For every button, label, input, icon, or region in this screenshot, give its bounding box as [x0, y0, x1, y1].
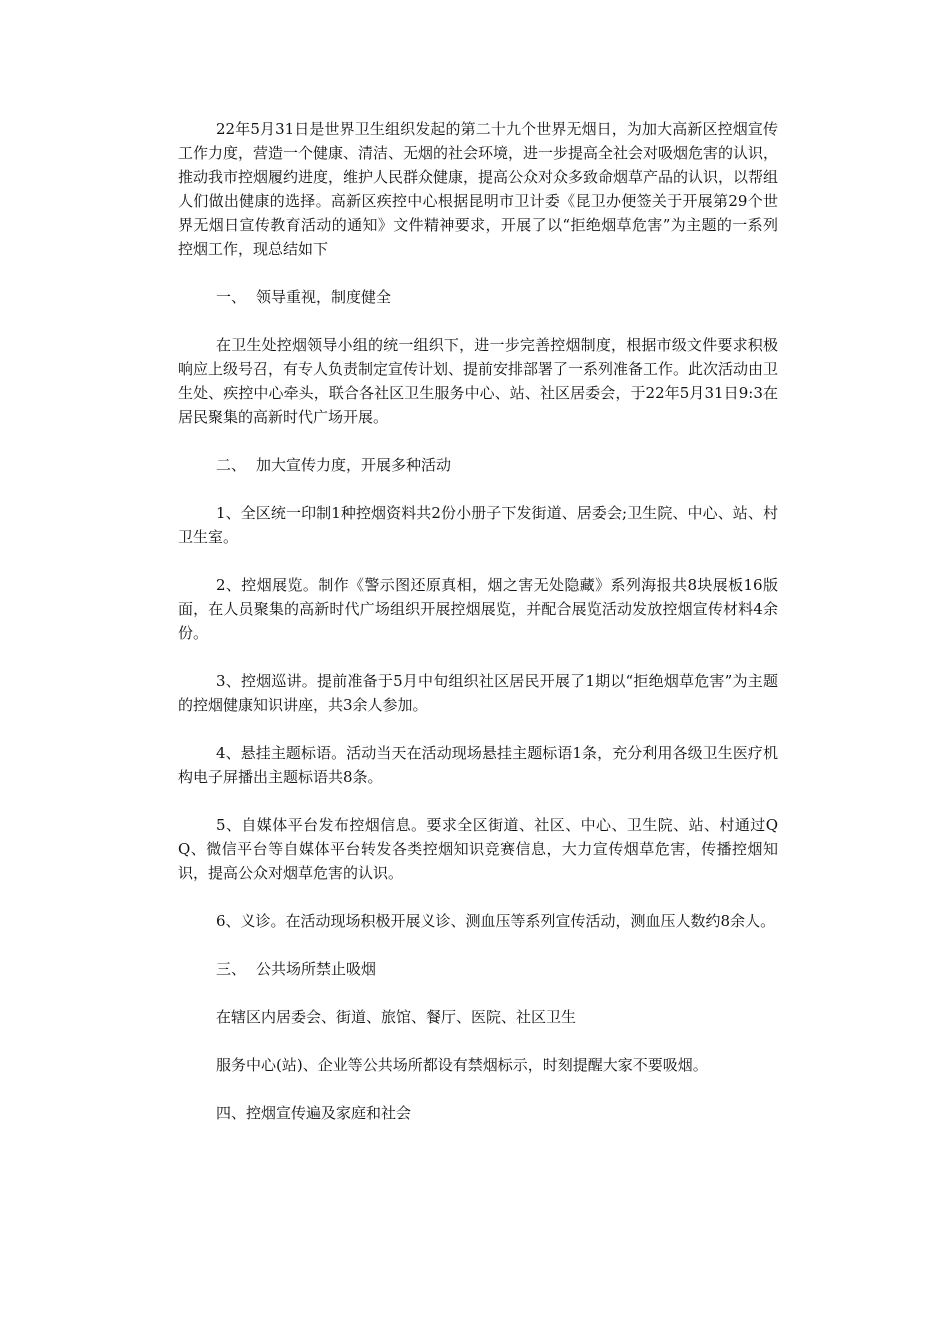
section-heading-3 — [178, 957, 778, 981]
section-title: 领导重视，制度健全 — [256, 288, 392, 306]
intro-paragraph: 22年5月31日是世界卫生组织发起的第二十九个世界无烟日，为加大高新区控烟宣传工作力度，营造一个健康、清洁、无烟的社会环境，进一步提高全社会对吸烟危害的认识，推动我市控烟履约进度，维护人民群众健康，提高公众对众多致命烟草产品的认识，以帮组人们做出健康的选择。高新区疾控中心根据昆明市卫计委《昆卫办便签关于开展第29个世界无烟日宣传教育活动的通知》文件精神要求，开展了以“拒绝烟草危害”为主题的一系列控烟工作，现总结如下 — [178, 120, 779, 258]
section-number: 二、 — [216, 456, 247, 474]
section-3-line-2: 服务中心(站)、企业等公共场所都设有禁烟标示，时刻提醒大家不要吸烟。 — [216, 1056, 708, 1074]
list-item: 2、控烟展览。制作《警示图还原真相，烟之害无处隐藏》系列海报共8块展板16版面，在人员聚集的高新时代广场组织开展控烟展览，并配合展览活动发放控烟宣传材料4余份。 — [178, 576, 778, 642]
section-title: 加大宣传力度，开展多种活动 — [256, 456, 452, 474]
section-number: 一、 — [216, 288, 247, 306]
document-body — [178, 117, 778, 1149]
section-1-paragraph: 在卫生处控烟领导小组的统一组织下，进一步完善控烟制度，根据市级文件要求积极响应上级号召，有专人负责制定宣传计划、提前安排部署了一系列准备工作。此次活动由卫生处、疾控中心牵头，联合各社区卫生服务中心、站、社区居委会，于22年5月31日9:3在居民聚集的高新时代广场开展。 — [178, 336, 779, 426]
section-number: 三、 — [216, 960, 247, 978]
list-item: 4、悬挂主题标语。活动当天在活动现场悬挂主题标语1条，充分利用各级卫生医疗机构电子屏播出主题标语共8条。 — [178, 744, 778, 786]
list-item: 3、控烟巡讲。提前准备于5月中旬组织社区居民开展了1期以“拒绝烟草危害”为主题的控烟健康知识讲座，共3余人参加。 — [178, 672, 778, 714]
section-heading-4: 四、控烟宣传遍及家庭和社会 — [216, 1104, 412, 1122]
section-title: 公共场所禁止吸烟 — [256, 960, 377, 978]
list-item: 5、自媒体平台发布控烟信息。要求全区街道、社区、中心、卫生院、站、村通过QQ、微信平台等自媒体平台转发各类控烟知识竞赛信息，大力宣传烟草危害，传播控烟知识，提高公众对烟草危害的认识。 — [178, 816, 778, 882]
section-heading-1 — [178, 285, 778, 309]
section-heading-2 — [178, 453, 778, 477]
list-item: 1、全区统一印制1种控烟资料共2份小册子下发街道、居委会;卫生院、中心、站、村卫生室。 — [178, 504, 778, 546]
section-3-line-1: 在辖区内居委会、街道、旅馆、餐厅、医院、社区卫生 — [216, 1008, 577, 1026]
list-item: 6、义诊。在活动现场积极开展义诊、测血压等系列宣传活动，测血压人数约8余人。 — [216, 912, 776, 930]
